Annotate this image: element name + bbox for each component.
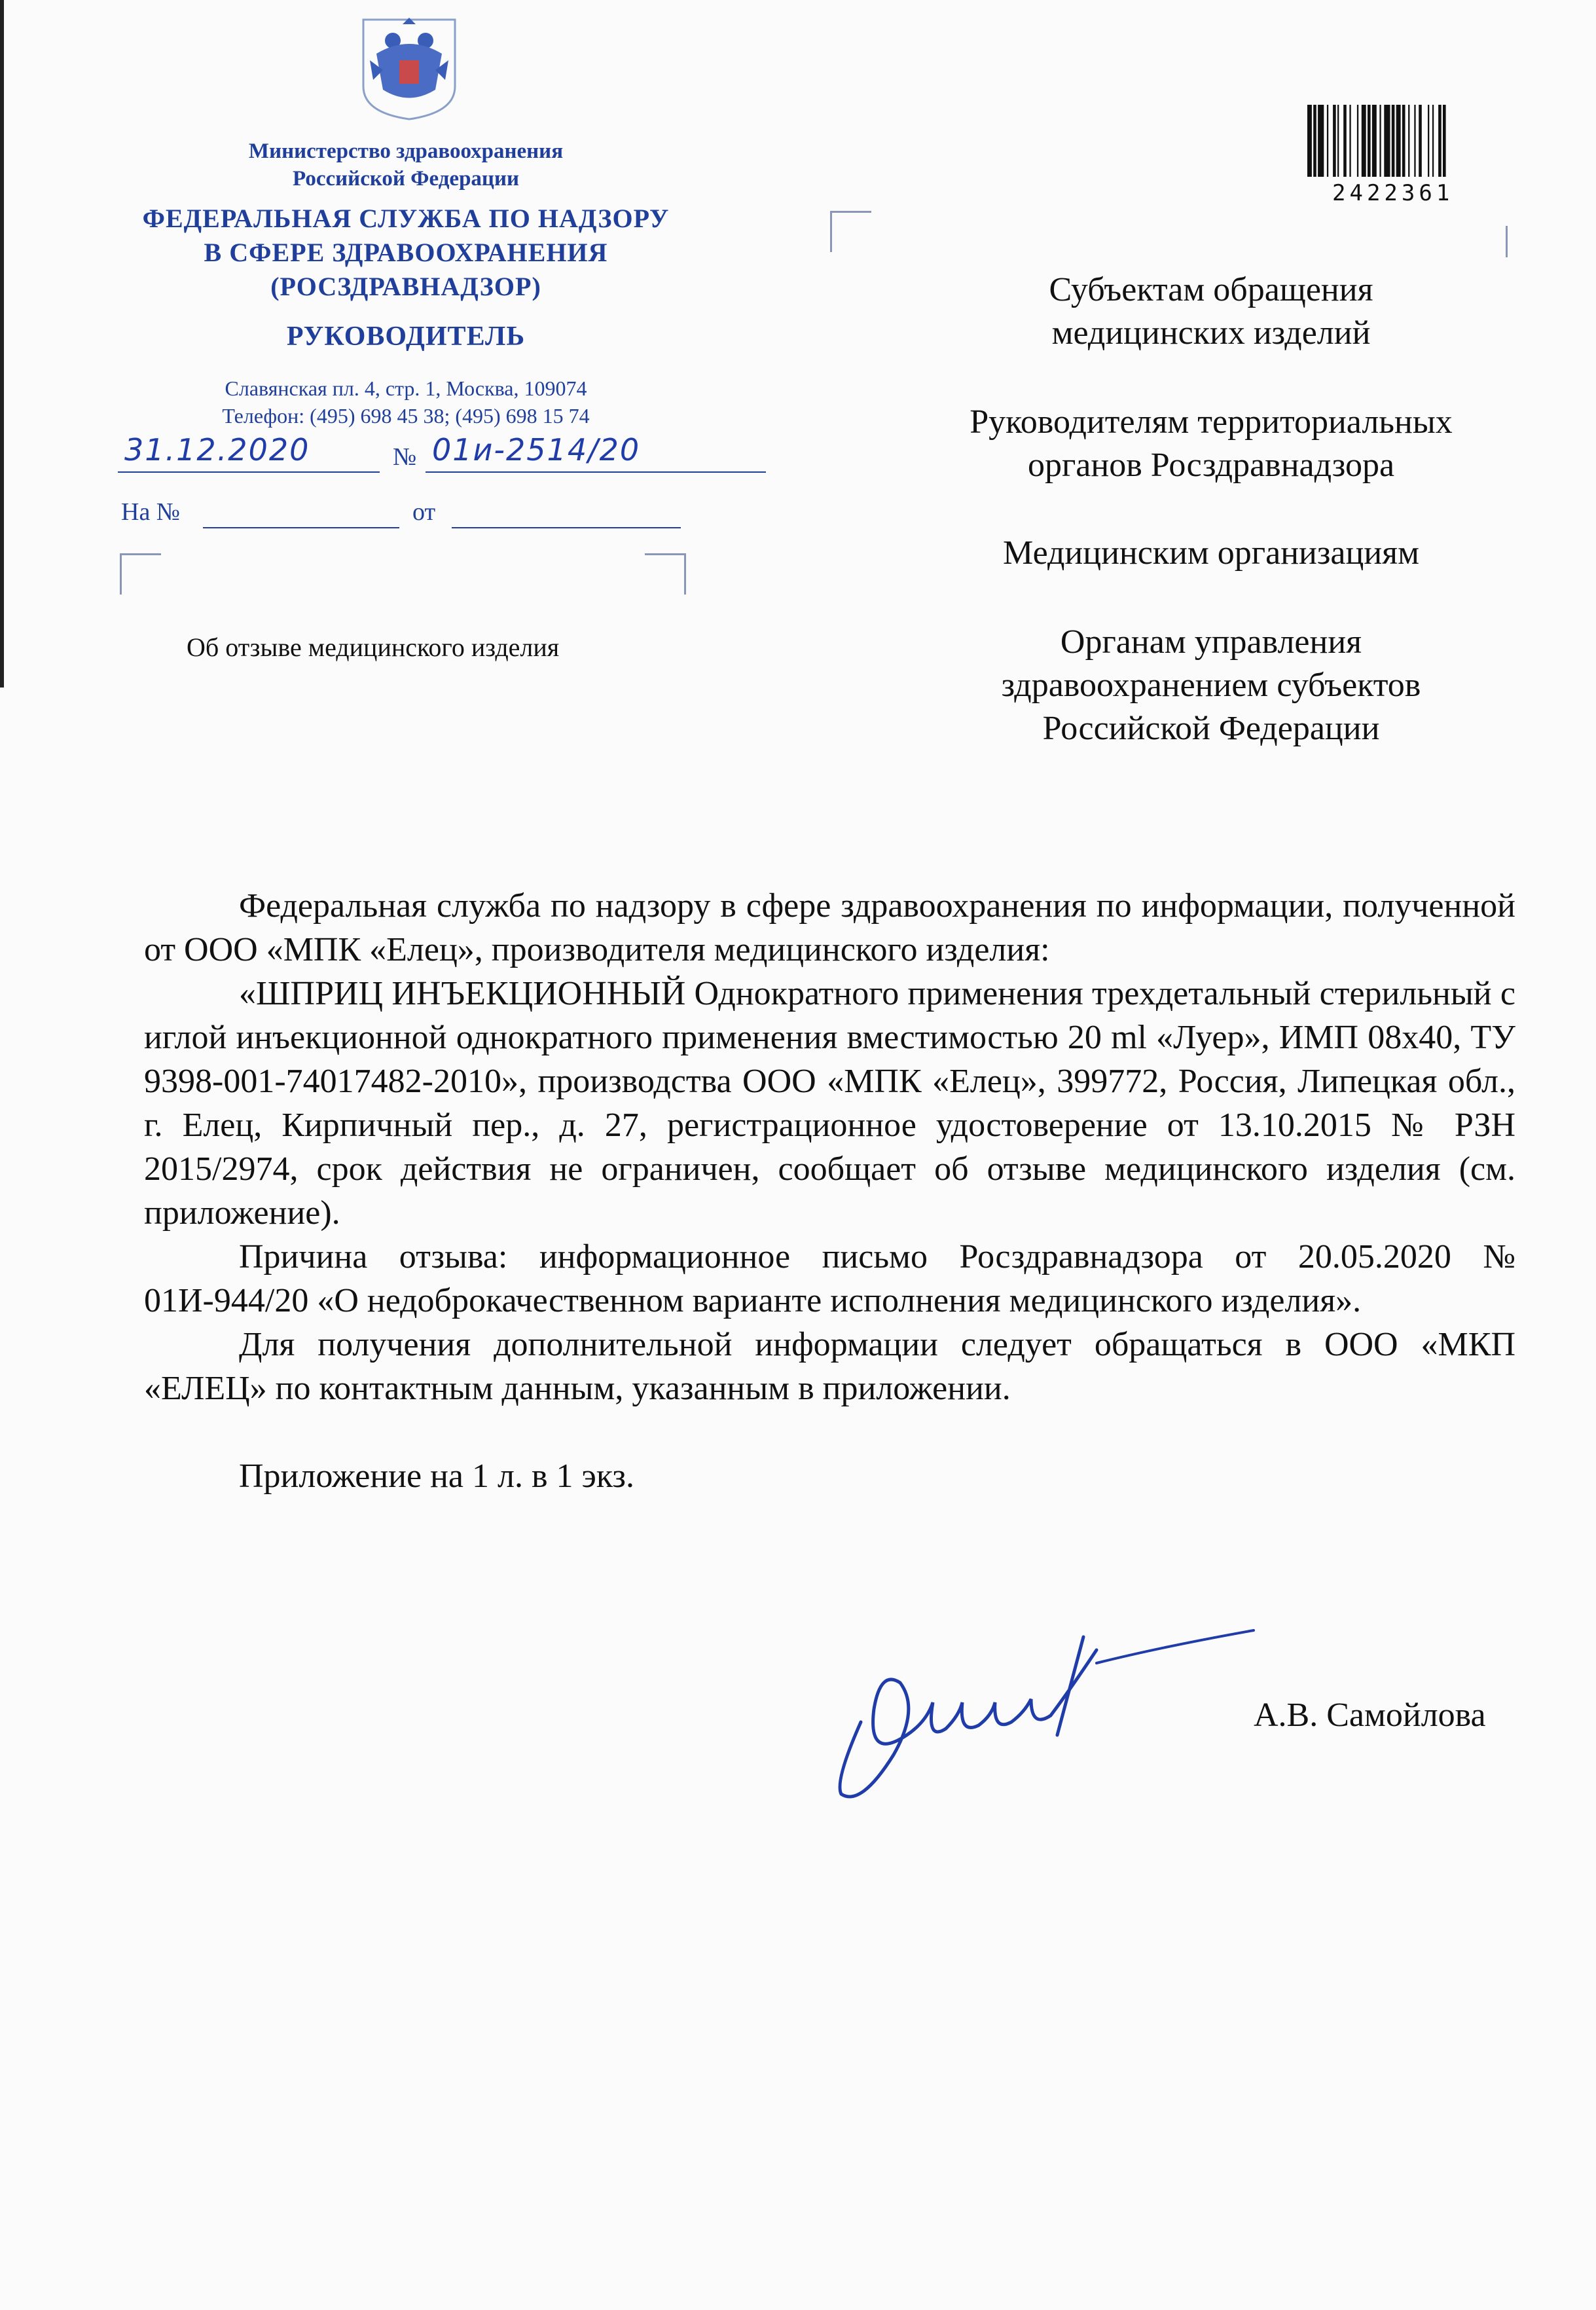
recipient-4: Органам управления здравоохранением субъектов Российской Федерации <box>1001 623 1421 747</box>
body-paragraph-1: Федеральная служба по надзору в сфере здравоохранения по информации, полученной от ООО «МПК «Елец», производителя медицинского изделия: <box>144 887 1515 968</box>
head-title: РУКОВОДИТЕЛЬ <box>286 321 526 352</box>
barcode-bar <box>1379 105 1381 177</box>
number-sign: № <box>393 443 417 471</box>
tick-mark <box>1506 226 1508 257</box>
barcode-bar <box>1349 105 1351 177</box>
scan-edge <box>0 0 4 688</box>
recipient-3: Медицинским организациям <box>1003 534 1419 572</box>
number-underline <box>426 471 766 473</box>
body-paragraph-3: Причина отзыва: информационное письмо Росздравнадзора от 20.05.2020 № 01И-944/20 «О недоброкачественном варианте исполнения медицинского изделия». <box>144 1238 1515 1319</box>
handwritten-date: 31.12.2020 <box>124 432 310 468</box>
barcode-bar <box>1313 105 1316 177</box>
handwritten-number: 01и-2514/20 <box>432 432 641 468</box>
signer-name: А.В. Самойлова <box>1254 1696 1486 1734</box>
barcode-bar <box>1428 105 1429 177</box>
ref-from-underline <box>452 527 681 528</box>
letter-body <box>144 884 1515 1498</box>
barcode-bar <box>1357 105 1358 177</box>
barcode-bar <box>1396 105 1401 177</box>
ref-number-underline <box>203 527 399 528</box>
barcode-bar <box>1362 105 1366 177</box>
barcode-bar <box>1419 105 1422 177</box>
barcode-bar <box>1327 105 1328 177</box>
handwritten-signature <box>822 1611 1267 1807</box>
address-block: Славянская пл. 4, стр. 1, Москва, 109074 Телефон: (495) 698 45 38; (495) 698 15 74 <box>222 376 590 428</box>
barcode-number: 2422361 <box>1332 180 1454 206</box>
subject: Об отзыве медицинского изделия <box>187 632 560 662</box>
recipient-2: Руководителям территориальных органов Росздравнадзора <box>970 403 1453 484</box>
barcode-bar <box>1337 105 1339 177</box>
barcode-bar <box>1372 105 1377 177</box>
body-paragraph-2: «ШПРИЦ ИНЪЕКЦИОННЫЙ Однократного применения трехдетальный стерильный с иглой инъекционной однократного применения вместимостью 20 ml «Луер», ИМП 08х40, ТУ 9398-001-74017482-2010», производства ООО «МПК «Елец», 399772, Россия, Липецкая обл., г. Елец, Кирпичный пер., д. 27, регистрационное удостоверение от 13.10.2015 № РЗН 2015/2974, срок действия не ограничен, сообщает об отзыве медицинского изделия (см. приложение). <box>144 975 1515 1232</box>
ref-number-label: На № <box>121 498 181 526</box>
barcode-bar <box>1402 105 1406 177</box>
ministry-name: Министерство здравоохранения Российской Федерации <box>248 139 564 191</box>
body-paragraph-4: Для получения дополнительной информации следует обращаться в ООО «МКП «ЕЛЕЦ» по контактным данным, указанным в приложении. <box>144 1326 1515 1407</box>
barcode <box>1306 105 1499 177</box>
corner-mark-top-left <box>120 553 161 595</box>
date-underline <box>118 471 380 473</box>
barcode-bar <box>1443 105 1446 177</box>
corner-mark-top-right <box>645 553 686 595</box>
barcode-bar <box>1384 105 1390 177</box>
barcode-bar <box>1343 105 1347 177</box>
attachment-note: Приложение на 1 л. в 1 экз. <box>239 1458 634 1495</box>
barcode-bar <box>1414 105 1415 177</box>
recipient-1: Субъектам обращения медицинских изделий <box>1049 271 1373 352</box>
barcode-bar <box>1392 105 1395 177</box>
barcode-bar <box>1333 105 1336 177</box>
coat-of-arms-emblem <box>357 14 462 122</box>
barcode-bar <box>1318 105 1324 177</box>
barcode-bar <box>1438 105 1442 177</box>
corner-mark-recipient <box>830 211 871 252</box>
barcode-bar <box>1432 105 1434 177</box>
barcode-bar <box>1368 105 1371 177</box>
barcode-bar <box>1408 105 1409 177</box>
service-name: ФЕДЕРАЛЬНАЯ СЛУЖБА ПО НАДЗОРУ В СФЕРЕ ЗДРАВООХРАНЕНИЯ (РОСЗДРАВНАДЗОР) <box>142 204 670 301</box>
ref-from-label: от <box>412 498 436 526</box>
barcode-bar <box>1307 105 1312 177</box>
